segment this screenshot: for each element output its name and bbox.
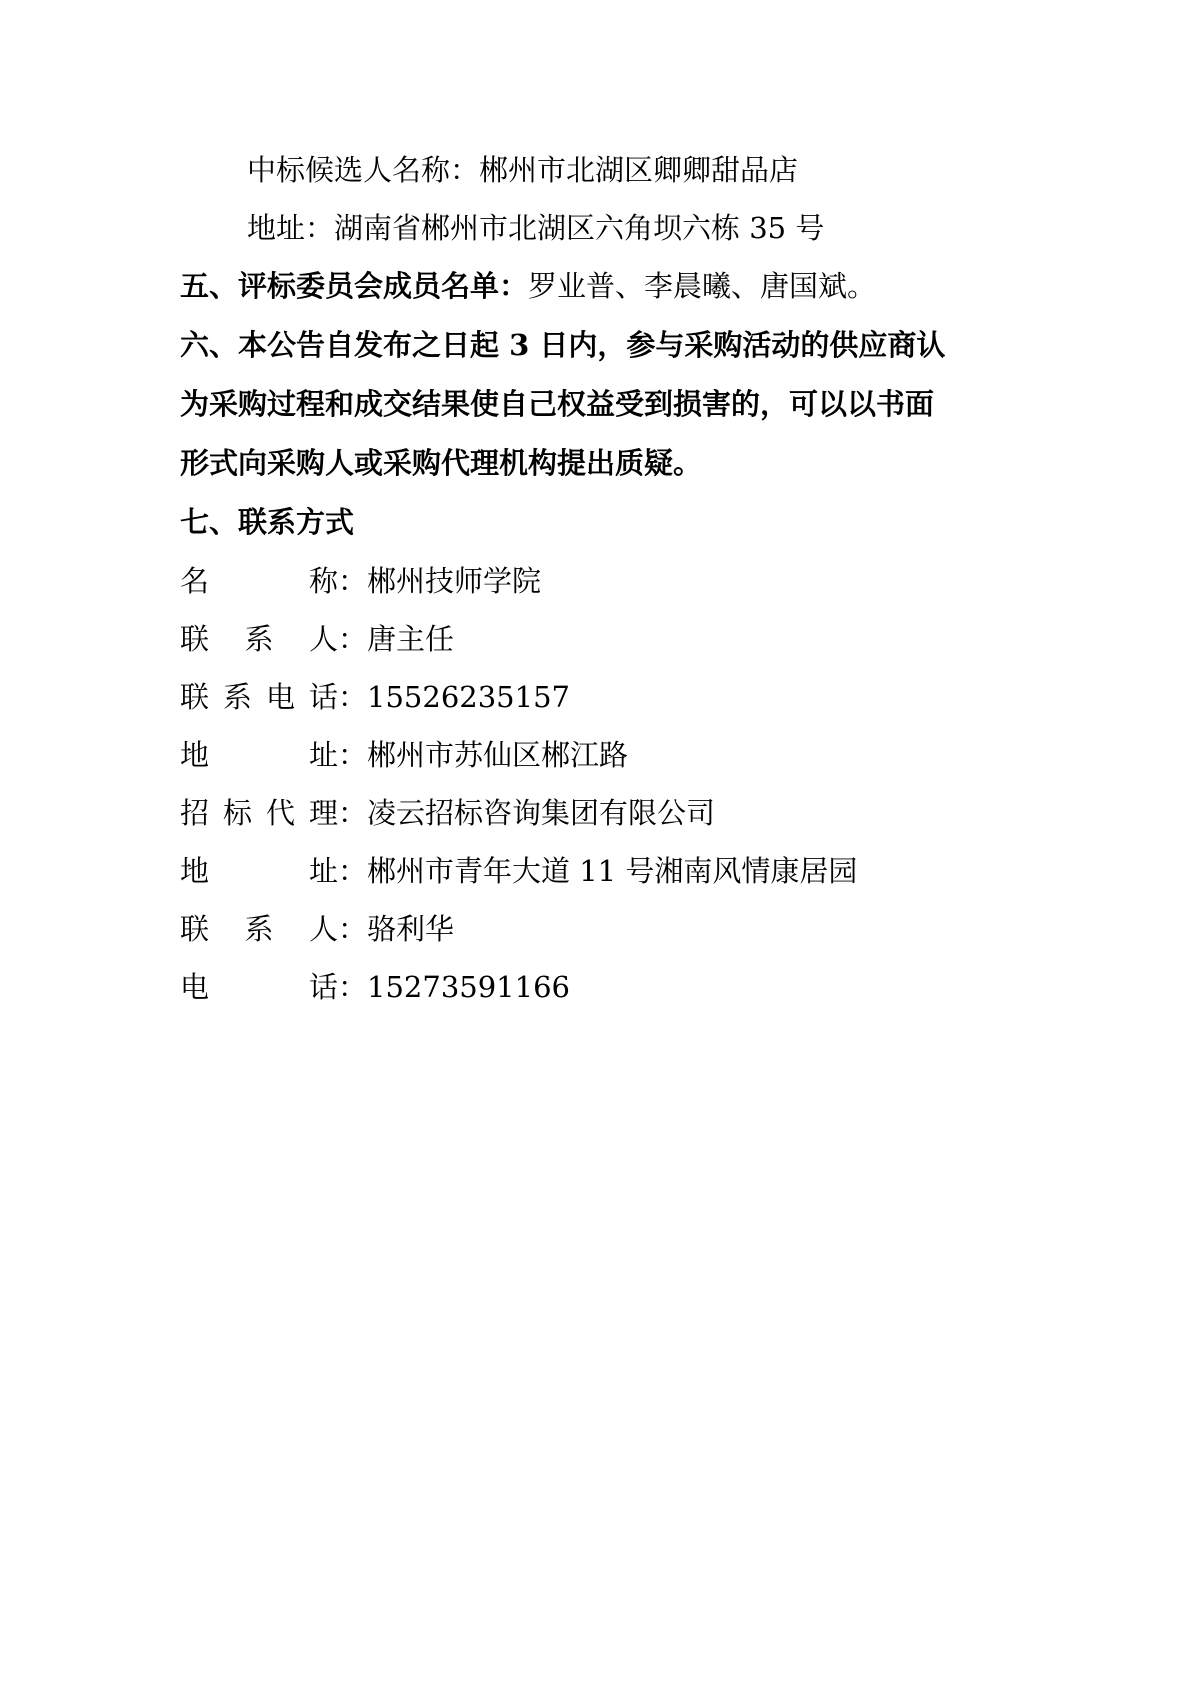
contact-label: 联 系 电 话 bbox=[180, 680, 339, 714]
contact-value: 郴州市青年大道 11 号湘南风情康居园 bbox=[367, 854, 858, 888]
candidate-address-value: 湖南省郴州市北湖区六角坝六栋 35 号 bbox=[334, 211, 825, 245]
contact-row bbox=[180, 735, 628, 775]
contact-label: 地 址 bbox=[180, 738, 338, 772]
section5-line bbox=[180, 266, 876, 306]
candidate-address-label: 地址： bbox=[247, 211, 335, 245]
contact-value: 郴州市苏仙区郴江路 bbox=[367, 738, 629, 772]
contact-colon: ： bbox=[338, 564, 368, 598]
section5-heading: 五、评标委员会成员名单： bbox=[180, 269, 529, 303]
candidate-address-line bbox=[247, 208, 824, 248]
section6-line2: 为采购过程和成交结果使自己权益受到损害的，可以以书面 bbox=[180, 387, 935, 421]
contact-colon: ： bbox=[338, 680, 368, 714]
candidate-name-line bbox=[247, 150, 798, 190]
contact-value: 唐主任 bbox=[367, 622, 455, 656]
contact-label: 名 称 bbox=[180, 564, 338, 598]
section7-heading: 七、联系方式 bbox=[180, 505, 355, 539]
contact-value: 15273591166 bbox=[367, 970, 570, 1004]
contact-colon: ： bbox=[338, 854, 368, 888]
contact-row bbox=[180, 619, 454, 659]
contact-colon: ： bbox=[338, 738, 368, 772]
contact-colon: ： bbox=[338, 970, 368, 1004]
contact-label: 招 标 代 理 bbox=[180, 796, 339, 830]
contact-row bbox=[180, 909, 454, 949]
contact-colon: ： bbox=[338, 796, 368, 830]
contact-row bbox=[180, 561, 541, 601]
contact-row bbox=[180, 967, 570, 1007]
section5-members: 罗业普、李晨曦、唐国斌。 bbox=[528, 269, 877, 303]
contact-value: 骆利华 bbox=[367, 912, 455, 946]
contact-row bbox=[180, 851, 857, 891]
candidate-name-label: 中标候选人名称： bbox=[247, 153, 480, 187]
contact-colon: ： bbox=[338, 912, 368, 946]
contact-label: 联 系 人 bbox=[180, 912, 339, 946]
contact-row bbox=[180, 677, 570, 717]
section6-line1: 六、本公告自发布之日起 3 日内，参与采购活动的供应商认 bbox=[180, 328, 946, 362]
contact-label: 电 话 bbox=[180, 970, 338, 1004]
contact-value: 15526235157 bbox=[367, 680, 570, 714]
candidate-name-value: 郴州市北湖区卿卿甜品店 bbox=[479, 153, 799, 187]
contact-label: 联 系 人 bbox=[180, 622, 339, 656]
contact-label: 地 址 bbox=[180, 854, 338, 888]
contact-row bbox=[180, 793, 715, 833]
contact-colon: ： bbox=[338, 622, 368, 656]
contact-value: 凌云招标咨询集团有限公司 bbox=[367, 796, 716, 830]
contact-value: 郴州技师学院 bbox=[367, 564, 542, 598]
section6-line3: 形式向采购人或采购代理机构提出质疑。 bbox=[180, 446, 703, 480]
